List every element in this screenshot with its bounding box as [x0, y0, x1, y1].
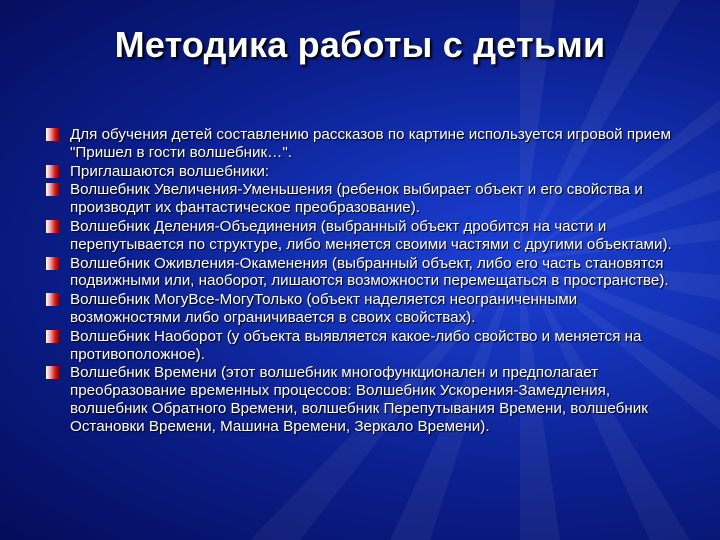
bullet-item: [46, 328, 686, 364]
bullet-item: [46, 255, 686, 291]
bullet-item: [46, 218, 686, 254]
bullet-text: Волшебник Оживления-Окаменения (выбранный объект, либо его часть становятся подвижными или, наоборот, лишаются возможности перемещаться в пространстве).: [70, 254, 669, 290]
red-square-bullet-icon: [46, 128, 59, 141]
red-square-bullet-icon: [46, 183, 59, 196]
bullet-item: [46, 291, 686, 327]
red-square-bullet-icon: [46, 165, 59, 178]
red-square-bullet-icon: [46, 220, 59, 233]
slide-title: Методика работы с детьми: [114, 24, 606, 65]
red-square-bullet-icon: [46, 366, 59, 379]
bullet-list: [46, 126, 686, 437]
bullet-item: [46, 181, 686, 217]
bullet-item: [46, 364, 686, 435]
red-square-bullet-icon: [46, 293, 59, 306]
bullet-item: [46, 163, 686, 181]
bullet-text: Волшебник Деления-Объединения (выбранный объект дробится на части и перепутывается по структуре, либо меняется своими частями с другими объектами).: [70, 217, 672, 253]
bullet-text: Приглашаются волшебники:: [70, 162, 270, 180]
red-square-bullet-icon: [46, 257, 59, 270]
bullet-text: Волшебник Увеличения-Уменьшения (ребенок выбирает объект и его свойства и производит их фантастическое преобразование).: [70, 181, 643, 217]
bullet-text: Волшебник Наоборот (у объекта выявляется какое-либо свойство и меняется на противоположное).: [70, 327, 642, 363]
bullet-text: Волшебник Времени (этот волшебник многофункционален и предполагает преобразование временных процессов: Волшебник Ускорения-Замедления, волшебник Обратного Времени, волшебник Перепутывания Времени, волшебник Остановки Времени, Машина Времени, Зеркало Времени).: [70, 364, 648, 435]
bullet-text: Для обучения детей составлению рассказов по картине используется игровой прием "Пришел в гости волшебник…".: [70, 126, 671, 161]
bullet-item: [46, 126, 686, 162]
red-square-bullet-icon: [46, 330, 59, 343]
bullet-text: Волшебник МогуВсе-МогуТолько (объект наделяется неограниченными возможностями либо ограничивается в своих свойствах).: [70, 291, 578, 326]
